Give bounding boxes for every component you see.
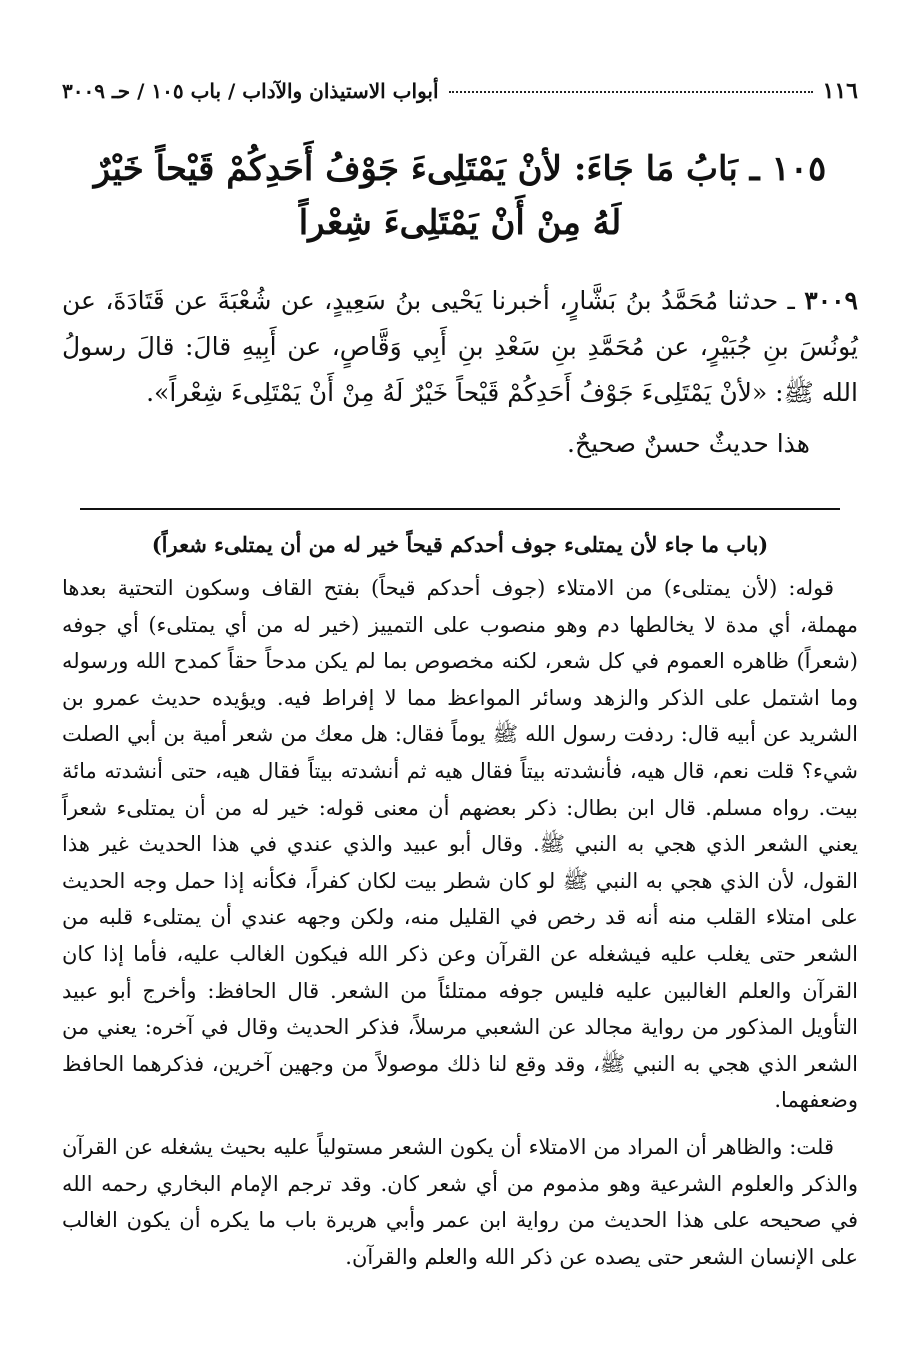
running-header xyxy=(62,78,858,108)
page-number: ١١٦ xyxy=(822,78,858,104)
section-divider xyxy=(80,508,840,510)
commentary-title: (باب ما جاء لأن يمتلىء جوف أحدكم قيحاً خير له من أن يمتلىء شعراً) xyxy=(151,532,769,557)
hadith-number: ٣٠٠٩ xyxy=(804,286,858,315)
running-title: أبواب الاستيذان والآداب / باب ١٠٥ / حـ ٣٠٠٩ xyxy=(62,79,439,103)
commentary-text-1: قوله: (لأن يمتلىء) من الامتلاء (جوف أحدكم قيحاً) بفتح القاف وسكون التحتية بعدها مهملة، أي مدة لا يخالطها دم وهو منصوب على التمييز (خير له من أي يمتلىء) أي جوفه (شعراً) ظاهره العموم في كل شعر، لكنه مخصوص بما لم يكن مدحاً حقاً كمدح الله ورسوله وما اشتمل على الذكر والزهد وسائر المواعظ مما لا إفراط فيه. ويؤيده حديث عمرو بن الشريد عن أبيه قال: ردفت رسول الله ﷺ يوماً فقال: هل معك من شعر أمية بن أبي الصلت شيء؟ قلت نعم، قال هيه، فأنشدته بيتاً فقال هيه ثم أنشدته بيتاً فقال هيه، حتى أنشدته مائة بيت. رواه مسلم. قال ابن بطال: ذكر بعضهم أن معنى قوله: خير له من أن يمتلىء شعراً يعني الشعر الذي هجي به النبي ﷺ. وقال أبو عبيد والذي عندي في هذا الحديث غير هذا القول، لأن الذي هجي به النبي ﷺ لو كان شطر بيت لكان كفراً، فكأنه إذا حمل وجه الحديث على امتلاء القلب منه أنه قد رخص في القليل منه، ولكن وجهه عندي أن يمتلىء قلبه من الشعر حتى يغلب عليه فيشغله عن القرآن وعن ذكر الله فيكون الغالب عليه، فأما إذا كان القرآن والعلم الغالبين عليه فليس جوفه ممتلئاً من الشعر. قال الحافظ: وأخرج أبو عبيد التأويل المذكور من رواية مجالد عن الشعبي مرسلاً، فذكر الحديث وقال في آخره: يعني من الشعر الذي هجي به النبي ﷺ، وقد وقع لنا ذلك موصولاً من وجهين آخرين، فذكرهما الحافظ وضعفهما. xyxy=(62,576,858,1113)
hadith-text xyxy=(62,278,858,416)
commentary-paragraph-1 xyxy=(62,570,858,1119)
chapter-title: ١٠٥ ـ بَابُ مَا جَاءَ: لأنْ يَمْتَلِىءَ جَوْفُ أَحَدِكُمْ قَيْحاً خَيْرٌ لَهُ مِنْ أَنْ يَمْتَلِىءَ شِعْراً xyxy=(93,149,827,243)
leader-dots xyxy=(449,91,813,93)
commentary-paragraph-2 xyxy=(62,1129,858,1275)
commentary-text-2: قلت: والظاهر أن المراد من الامتلاء أن يكون الشعر مستولياً عليه بحيث يشغله عن القرآن والذكر والعلوم الشرعية وهو مذموم من أي شعر كان. وقد ترجم الإمام البخاري رحمه الله في صحيحه على هذا الحديث من رواية ابن عمر وأبي هريرة باب ما يكره أن يكون الغالب على الإنسان الشعر حتى يصده عن ذكر الله والعلم والقرآن. xyxy=(62,1134,858,1269)
hadith-grade: هذا حديثٌ حسنٌ صحيحٌ. xyxy=(567,429,810,458)
hadith-body: ـ حدثنا مُحَمَّدُ بنُ بَشَّارٍ، أخبرنا يَحْيى بنُ سَعِيدٍ، عن شُعْبَةَ عن قَتَادَةَ، عن يُونُسَ بنِ جُبَيْرٍ، عن مُحَمَّدِ بنِ سَعْدِ بنِ أَبِي وَقَّاصٍ، عن أَبِيهِ قالَ: قالَ رسولُ الله ﷺ: «لأنْ يَمْتَلِىءَ جَوْفُ أَحَدِكُمْ قَيْحاً خَيْرٌ لَهُ مِنْ أَنْ يَمْتَلِىءَ شِعْراً». xyxy=(62,286,858,407)
